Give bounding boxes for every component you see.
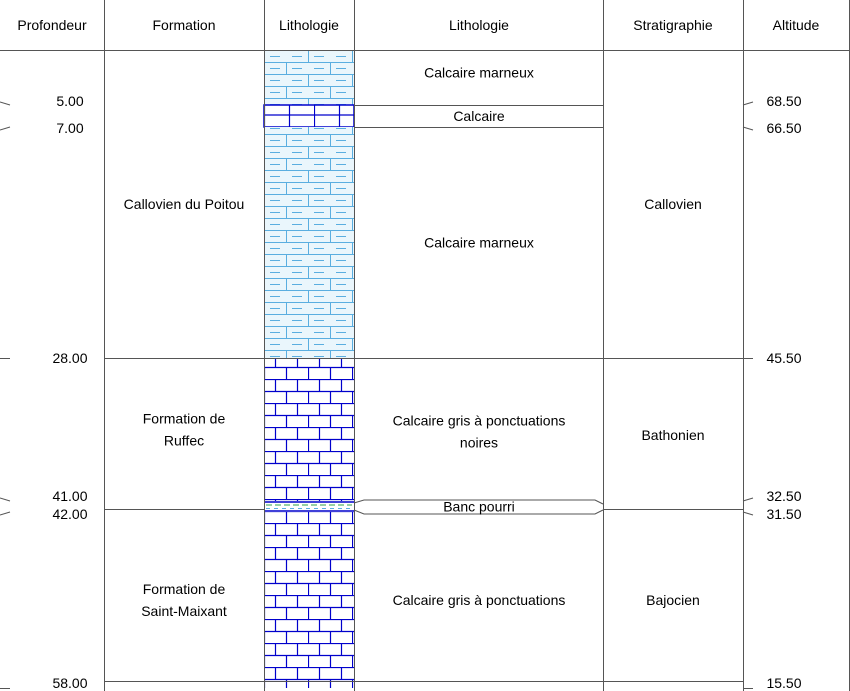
depth-label: 5.00 — [56, 93, 84, 109]
altitude-label: 31.50 — [766, 506, 802, 522]
lithology-description: Calcaire gris à ponctuations — [392, 592, 566, 608]
header-lithology-description: Lithologie — [449, 17, 509, 33]
formation-label: Callovien du Poitou — [123, 196, 245, 212]
stratigraphy-label: Callovien — [644, 196, 702, 212]
layer-pattern-limestone — [264, 358, 354, 501]
lithology-description: Calcaire gris à ponctuations noires — [392, 412, 566, 451]
layer-pattern-limestone — [264, 512, 354, 688]
stratigraphy-label: Bajocien — [646, 592, 700, 608]
stratigraphy-label: Bathonien — [641, 427, 705, 443]
header-row — [17, 17, 819, 33]
depth-label: 58.00 — [52, 675, 88, 691]
formation-label: Formation de Ruffec — [142, 410, 226, 449]
lithology-description: Calcaire marneux — [424, 234, 534, 251]
header-altitude: Altitude — [772, 17, 820, 33]
layer-pattern-marly-limestone — [264, 127, 354, 358]
depth-label: 28.00 — [52, 350, 88, 366]
altitude-label: 15.50 — [766, 675, 802, 691]
layer-pattern-marly-limestone — [264, 50, 354, 105]
header-lithology-pattern: Lithologie — [279, 17, 339, 33]
depth-label: 42.00 — [52, 506, 88, 522]
formation-label: Formation de Saint-Maixant — [141, 581, 227, 619]
layer-pattern-rotten-bed — [264, 501, 354, 512]
lithology-description: Calcaire — [453, 108, 505, 124]
lithology-description: Calcaire marneux — [424, 64, 534, 81]
altitude-label: 45.50 — [766, 350, 802, 366]
header-stratigraphy: Stratigraphie — [633, 17, 713, 33]
depth-label: 41.00 — [52, 488, 88, 504]
layer-pattern-limestone-sparse — [264, 105, 354, 127]
lithology-layers — [264, 50, 354, 688]
altitude-label: 66.50 — [766, 120, 802, 136]
layer-labels — [124, 65, 705, 620]
depth-label: 7.00 — [56, 120, 84, 136]
lithology-description: Banc pourri — [443, 498, 515, 515]
altitude-label: 32.50 — [766, 488, 802, 504]
altitude-label: 68.50 — [766, 93, 802, 109]
header-depth: Profondeur — [17, 17, 87, 33]
header-formation: Formation — [152, 17, 216, 33]
